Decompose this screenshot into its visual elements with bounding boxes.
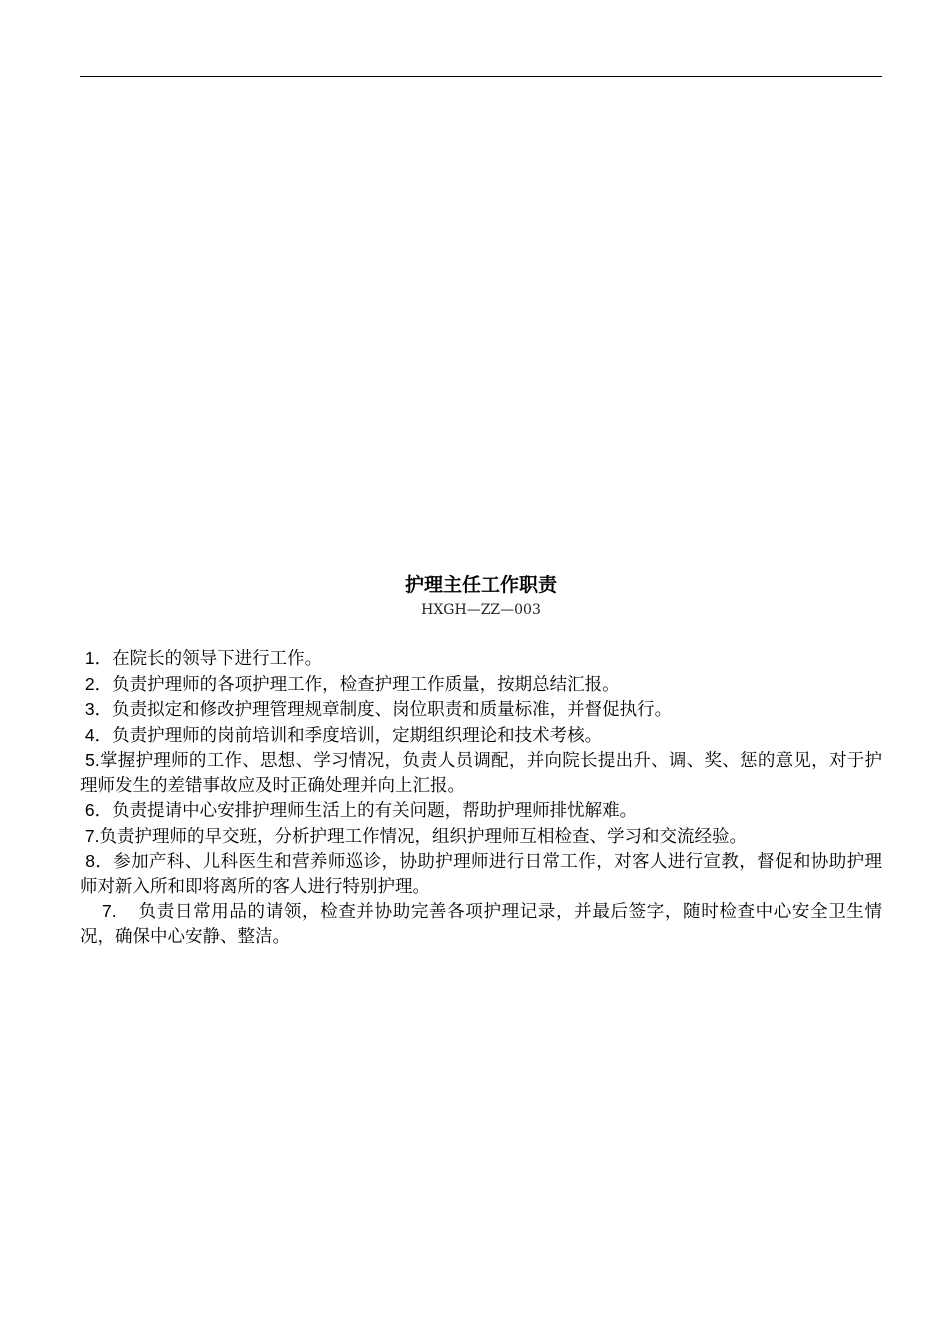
duty-text: 负责护理师的岗前培训和季度培训，定期组织理论和技术考核。 — [112, 725, 603, 746]
document-title: 护理主任工作职责 — [404, 574, 557, 596]
duty-list — [80, 646, 882, 949]
duty-text: 在院长的领导下进行工作。 — [112, 649, 323, 669]
duty-text: 负责提请中心安排护理师生活上的有关问题，帮助护理师排忧解难。 — [112, 801, 638, 821]
duty-number: 4． — [80, 724, 113, 745]
duty-number: 5. — [80, 750, 100, 770]
duty-text: 参加产科、儿科医生和营养师巡诊，协助护理师进行日常工作，对客人进行宣教，督促和协助护理师对新入所和即将离所的客人进行特别护理。 — [80, 852, 882, 897]
duty-text: 负责日常用品的请领，检查并协助完善各项护理记录，并最后签字，随时检查中心安全卫生情况，确保中心安静、整洁。 — [80, 902, 883, 947]
duty-text: 负责拟定和修改护理管理规章制度、岗位职责和质量标准，并督促执行。 — [112, 700, 673, 720]
duty-number: 7. — [80, 825, 100, 846]
duty-number: 6． — [80, 800, 113, 820]
duty-number: 7. — [80, 901, 139, 921]
duty-item-3 — [80, 697, 882, 723]
duty-item-8 — [80, 849, 882, 899]
duty-item-9 — [80, 899, 882, 949]
duty-item-2 — [80, 672, 882, 698]
duty-text: 掌握护理师的工作、思想、学习情况，负责人员调配，并向院长提出升、调、奖、惩的意见，对于护理师发生的差错事故应及时正确处理并向上汇报。 — [80, 751, 882, 796]
duty-number: 8． — [80, 851, 114, 871]
header-rule — [80, 76, 882, 77]
duty-item-6 — [80, 798, 882, 824]
duty-item-4 — [80, 723, 882, 749]
duty-text: 负责护理师的各项护理工作，检查护理工作质量，按期总结汇报。 — [112, 674, 620, 695]
duty-number: 1． — [80, 648, 113, 668]
duty-item-1 — [80, 646, 882, 672]
duty-item-5 — [80, 748, 882, 798]
duty-item-7 — [80, 824, 882, 850]
duty-text: 负责护理师的早交班，分析护理工作情况，组织护理师互相检查、学习和交流经验。 — [99, 826, 747, 847]
duty-number: 3． — [80, 699, 113, 719]
document-code: HXGH—ZZ—003 — [421, 602, 541, 618]
duty-number: 2． — [80, 673, 113, 694]
